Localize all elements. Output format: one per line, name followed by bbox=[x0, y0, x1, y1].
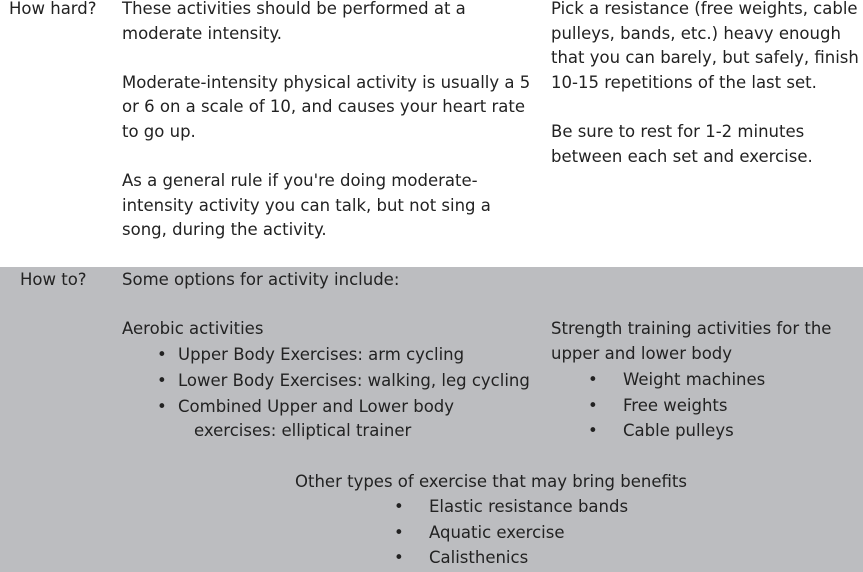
resistance-text-block bbox=[551, 0, 859, 169]
text-line: These activities should be performed at a bbox=[122, 0, 466, 18]
aerobic-heading: Aerobic activities bbox=[122, 319, 264, 338]
text-line: Pick a resistance (free weights, cable bbox=[551, 0, 858, 18]
bullet-icon: • bbox=[157, 397, 167, 416]
strength-item: Free weights bbox=[623, 396, 728, 415]
other-item: Elastic resistance bands bbox=[429, 497, 629, 516]
other-item: Calisthenics bbox=[429, 548, 529, 567]
text-line: moderate intensity. bbox=[122, 23, 282, 43]
bullet-icon: • bbox=[394, 523, 404, 542]
strength-item: Cable pulleys bbox=[623, 421, 734, 440]
other-exercise-heading: Other types of exercise that may bring benefits bbox=[295, 472, 687, 491]
text-line: pulleys, bands, etc.) heavy enough bbox=[551, 23, 841, 43]
aerobic-item-continued: exercises: elliptical trainer bbox=[194, 421, 412, 440]
options-intro: Some options for activity include: bbox=[122, 270, 400, 289]
text-line: that you can barely, but safely, finish bbox=[551, 48, 859, 68]
text-line: or 6 on a scale of 10, and causes your heart rate bbox=[122, 97, 526, 117]
other-item: Aquatic exercise bbox=[429, 523, 565, 542]
intensity-text-block bbox=[122, 0, 530, 243]
text-line: song, during the activity. bbox=[122, 220, 327, 240]
bullet-icon: • bbox=[157, 345, 167, 364]
strength-item: Weight machines bbox=[623, 370, 766, 389]
text-line: As a general rule if you're doing moderate- bbox=[122, 171, 478, 191]
aerobic-item: Lower Body Exercises: walking, leg cycling bbox=[178, 371, 530, 390]
text-line: Be sure to rest for 1-2 minutes bbox=[551, 121, 805, 141]
text-line: between each set and exercise. bbox=[551, 146, 813, 166]
text-line: Moderate-intensity physical activity is usually a 5 bbox=[122, 72, 531, 92]
bullet-icon: • bbox=[588, 370, 598, 389]
how-hard-label: How hard? bbox=[9, 0, 97, 18]
bullet-icon: • bbox=[394, 497, 404, 516]
text-line: intensity activity you can talk, but not sing a bbox=[122, 195, 491, 215]
bullet-icon: • bbox=[394, 548, 404, 567]
bullet-icon: • bbox=[588, 396, 598, 415]
aerobic-item: Combined Upper and Lower body bbox=[178, 397, 455, 416]
text-line: to go up. bbox=[122, 121, 196, 141]
strength-heading: upper and lower body bbox=[551, 344, 733, 363]
bullet-icon: • bbox=[157, 371, 167, 390]
how-to-label: How to? bbox=[20, 270, 87, 289]
aerobic-item: Upper Body Exercises: arm cycling bbox=[178, 345, 465, 364]
bullet-icon: • bbox=[588, 421, 598, 440]
text-line: 10-15 repetitions of the last set. bbox=[551, 72, 817, 92]
strength-heading: Strength training activities for the bbox=[551, 319, 832, 338]
